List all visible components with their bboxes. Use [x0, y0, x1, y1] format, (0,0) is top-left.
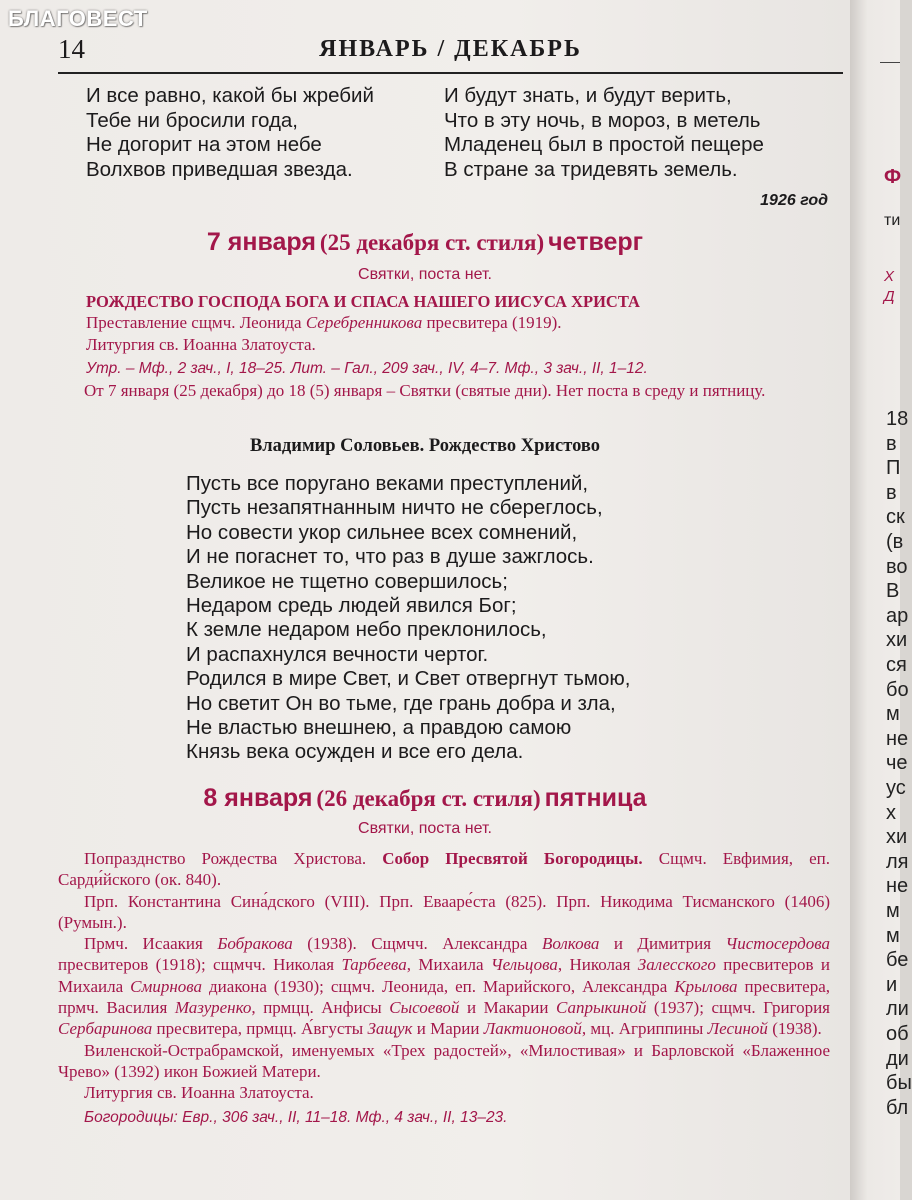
page-header — [58, 32, 843, 74]
poem-line: Но совести укор сильнее всех сомнений, — [186, 520, 578, 544]
poem-line: В стране за тридевять земель. — [444, 157, 738, 181]
text: (1938). Сщмчч. Александра — [292, 934, 542, 954]
poem-line: Недаром средь людей явился Бог; — [186, 594, 517, 618]
right-page-fragment: 18 — [886, 408, 909, 430]
right-page-fragment: х — [886, 801, 896, 824]
day7-heading — [0, 228, 850, 257]
day7-note: От 7 января (25 декабря) до 18 (5) января – Святки (святые дни). Нет поста в среду и пятницу. — [84, 381, 766, 400]
right-page-fragment: не — [886, 875, 909, 898]
poem-line: Великое не тщетно совершилось; — [186, 569, 508, 593]
day8-p4: Виленской-Острабрамской, именуемых «Трех радостей», «Милостивая» и Барловской «Блаженное Чрево» (1392) икон Божией Матери. — [58, 1040, 830, 1081]
right-page-red-letter: Д — [884, 288, 895, 305]
right-page-fragment: бо — [886, 678, 909, 701]
right-page-fragment: ди — [886, 1047, 909, 1070]
right-page-fragment: ся — [886, 654, 907, 676]
day7-old-style: (25 декабря ст. стиля) — [319, 230, 545, 255]
day7-weekday: четверг — [548, 228, 644, 256]
day7-subtitle: Святки, поста нет. — [358, 266, 492, 283]
text: пресвитеров (1918); сщмчч. Николая — [58, 955, 342, 975]
surname: Защук — [367, 1019, 413, 1039]
day8-heading — [0, 784, 850, 813]
text: диакона (1930); сщмч. Леонида, еп. Марийского, Александра — [202, 976, 675, 996]
page-number: 14 — [58, 34, 85, 64]
poem-line: И все равно, какой бы жребий — [86, 84, 374, 107]
book-page-right-edge — [850, 0, 912, 1200]
day7-commemoration — [86, 312, 826, 333]
right-page-fragment: м — [886, 924, 900, 947]
poem-line: Тебе ни бросили года, — [86, 108, 299, 132]
right-page-fragment: (в — [886, 531, 904, 553]
right-page-fragment: хи — [886, 629, 908, 652]
day8-old-style: (26 декабря ст. стиля) — [316, 786, 541, 811]
surname: Мазуренко — [174, 998, 252, 1018]
watermark-logo: БЛАГОВЕСТ — [8, 6, 148, 31]
day8-liturgy: Литургия св. Иоанна Златоуста. — [84, 1083, 314, 1103]
text: Преставление сщмч. Леонида — [86, 313, 306, 333]
text: и Димитрия — [599, 934, 726, 954]
right-page-fragment: ти — [884, 212, 901, 229]
poem-line: Родился в мире Свет, и Свет отвергнут тьмою, — [186, 667, 631, 691]
poem1-right-column — [444, 84, 764, 182]
text: , прмцц. Анфисы — [251, 998, 390, 1018]
surname: Тарбеева — [341, 955, 407, 975]
poem-line: И не погаснет то, что раз в душе зажглось. — [186, 545, 594, 569]
poem-line: Пусть незапятнанным ничто не сбереглось, — [186, 496, 603, 520]
poem-line: И распахнулся вечности чертог. — [186, 642, 489, 666]
right-page-fragment: м — [886, 703, 900, 726]
right-page-fragment: и — [886, 973, 898, 996]
poem-line: Но светит Он во тьме, где грань добра и зла, — [186, 691, 616, 715]
poem-line: Не догорит на этом небе — [86, 133, 322, 156]
right-page-fragment: не — [886, 727, 909, 750]
right-page-fragment: во — [886, 555, 908, 578]
surname: Сысоевой — [389, 998, 460, 1018]
day8-p1 — [58, 848, 830, 891]
poem-line: Князь века осужден и все его дела. — [186, 740, 524, 764]
day8-p2: Прп. Константина Сина́дского (VIII). Прп. Евааре́ста (825). Прп. Никодима Тисманского (1406) (Румын.). — [58, 891, 830, 932]
day8-subtitle: Святки, поста нет. — [358, 820, 492, 837]
right-page-fragment: ус — [886, 777, 906, 799]
day7-body — [86, 291, 826, 379]
right-page-fragment: В — [886, 580, 900, 603]
running-title: ЯНВАРЬ / ДЕКАБРЬ — [319, 36, 582, 62]
surname: Крылова — [674, 976, 738, 996]
header-rule — [880, 62, 900, 63]
day8-weekday: пятница — [544, 784, 647, 812]
right-page-fragment: бы — [886, 1072, 912, 1095]
poem-line: Пусть все поругано веками преступлений, — [186, 472, 589, 495]
poem-line: Волхвов приведшая звезда. — [86, 157, 353, 181]
surname: Бобракова — [217, 934, 293, 954]
text: , Михаила — [406, 955, 491, 975]
poem-line: К земле недаром небо преклонилось, — [186, 618, 547, 642]
surname: Сербаринова — [58, 1019, 153, 1039]
surname: Лесиной — [707, 1019, 768, 1039]
right-page-fragment: хи — [886, 826, 908, 849]
text: и Макарии — [459, 998, 557, 1018]
surname: Волкова — [541, 934, 600, 954]
poem1-left-column — [86, 84, 374, 182]
day7-date: 7 января — [206, 228, 316, 256]
surname: Сапрыкиной — [556, 998, 647, 1018]
day7-note-wrap — [58, 380, 828, 401]
day8-p3 — [58, 933, 830, 1039]
surname: Смирнова — [130, 976, 203, 996]
right-page-fragment: м — [886, 900, 900, 922]
text: Прмч. Исаакия — [84, 934, 218, 954]
right-page-red-letter: Ф — [884, 166, 902, 188]
poem-line: Не властью внешнею, а правдою самою — [186, 716, 572, 740]
right-page-fragment: ля — [886, 850, 909, 873]
right-page-fragment: П — [886, 457, 901, 480]
day7-readings: Утр. – Мф., 2 зач., I, 18–25. Лит. – Гал., 209 зач., IV, 4–7. Мф., 3 зач., II, 1–12. — [86, 359, 648, 377]
text: пресвитера, прмцц. А́вгусты — [152, 1019, 368, 1039]
surname: Серебренникова — [305, 313, 423, 333]
poem-line: Что в эту ночь, в мороз, в метель — [444, 108, 761, 132]
feast-bold: Собор Пресвятой Богородицы. — [382, 849, 643, 868]
surname: Залесского — [637, 955, 716, 975]
poem2-body — [186, 472, 630, 765]
poem2-title: Владимир Соловьев. Рождество Христово — [249, 436, 601, 456]
text: Сщмч. Евфимия, еп. Сарди́йского (ок. 840). — [58, 849, 830, 890]
text: , Николая — [557, 955, 638, 975]
text: (1937); сщмч. Григория — [646, 998, 831, 1018]
text: , мц. Агриппины — [581, 1019, 708, 1039]
right-page-fragment: бе — [886, 949, 909, 972]
text: пресвитера, прмч. Василия — [58, 976, 830, 1018]
right-page-fragment: об — [886, 1023, 909, 1045]
right-page-red-letter: Х — [884, 268, 895, 285]
right-page-fragment: ар — [886, 604, 909, 627]
surname: Лактионовой — [483, 1019, 582, 1039]
poem1-year: 1926 год — [760, 192, 828, 209]
surname: Чельцова — [490, 955, 558, 975]
right-page-fragment: че — [886, 752, 908, 775]
right-page-fragment: ск — [886, 506, 905, 529]
day7-liturgy: Литургия св. Иоанна Златоуста. — [86, 334, 316, 354]
day8-readings: Богородицы: Евр., 306 зач., II, 11–18. Мф., 4 зач., II, 13–23. — [84, 1108, 508, 1126]
day8-body — [58, 848, 830, 1128]
poem-line: Младенец был в простой пещере — [444, 133, 764, 156]
right-page-fragment: в — [886, 481, 897, 504]
text: (1938). — [767, 1019, 822, 1039]
right-page-fragment: в — [886, 432, 897, 455]
text: пресвитера (1919). — [422, 313, 562, 333]
right-page-fragment: бл — [886, 1096, 909, 1119]
day7-feast: РОЖДЕСТВО ГОСПОДА БОГА И СПАСА НАШЕГО ИИСУСА ХРИСТА — [86, 292, 640, 311]
day8-date: 8 января — [203, 784, 313, 812]
right-page-fragment: ли — [886, 998, 909, 1021]
surname: Чистосердова — [725, 934, 831, 954]
text: Попразднство Рождества Христова. — [84, 849, 383, 868]
text: и Марии — [412, 1019, 484, 1039]
poem-line: И будут знать, и будут верить, — [444, 84, 732, 107]
text: пресвитеров и Михаила — [58, 955, 830, 996]
